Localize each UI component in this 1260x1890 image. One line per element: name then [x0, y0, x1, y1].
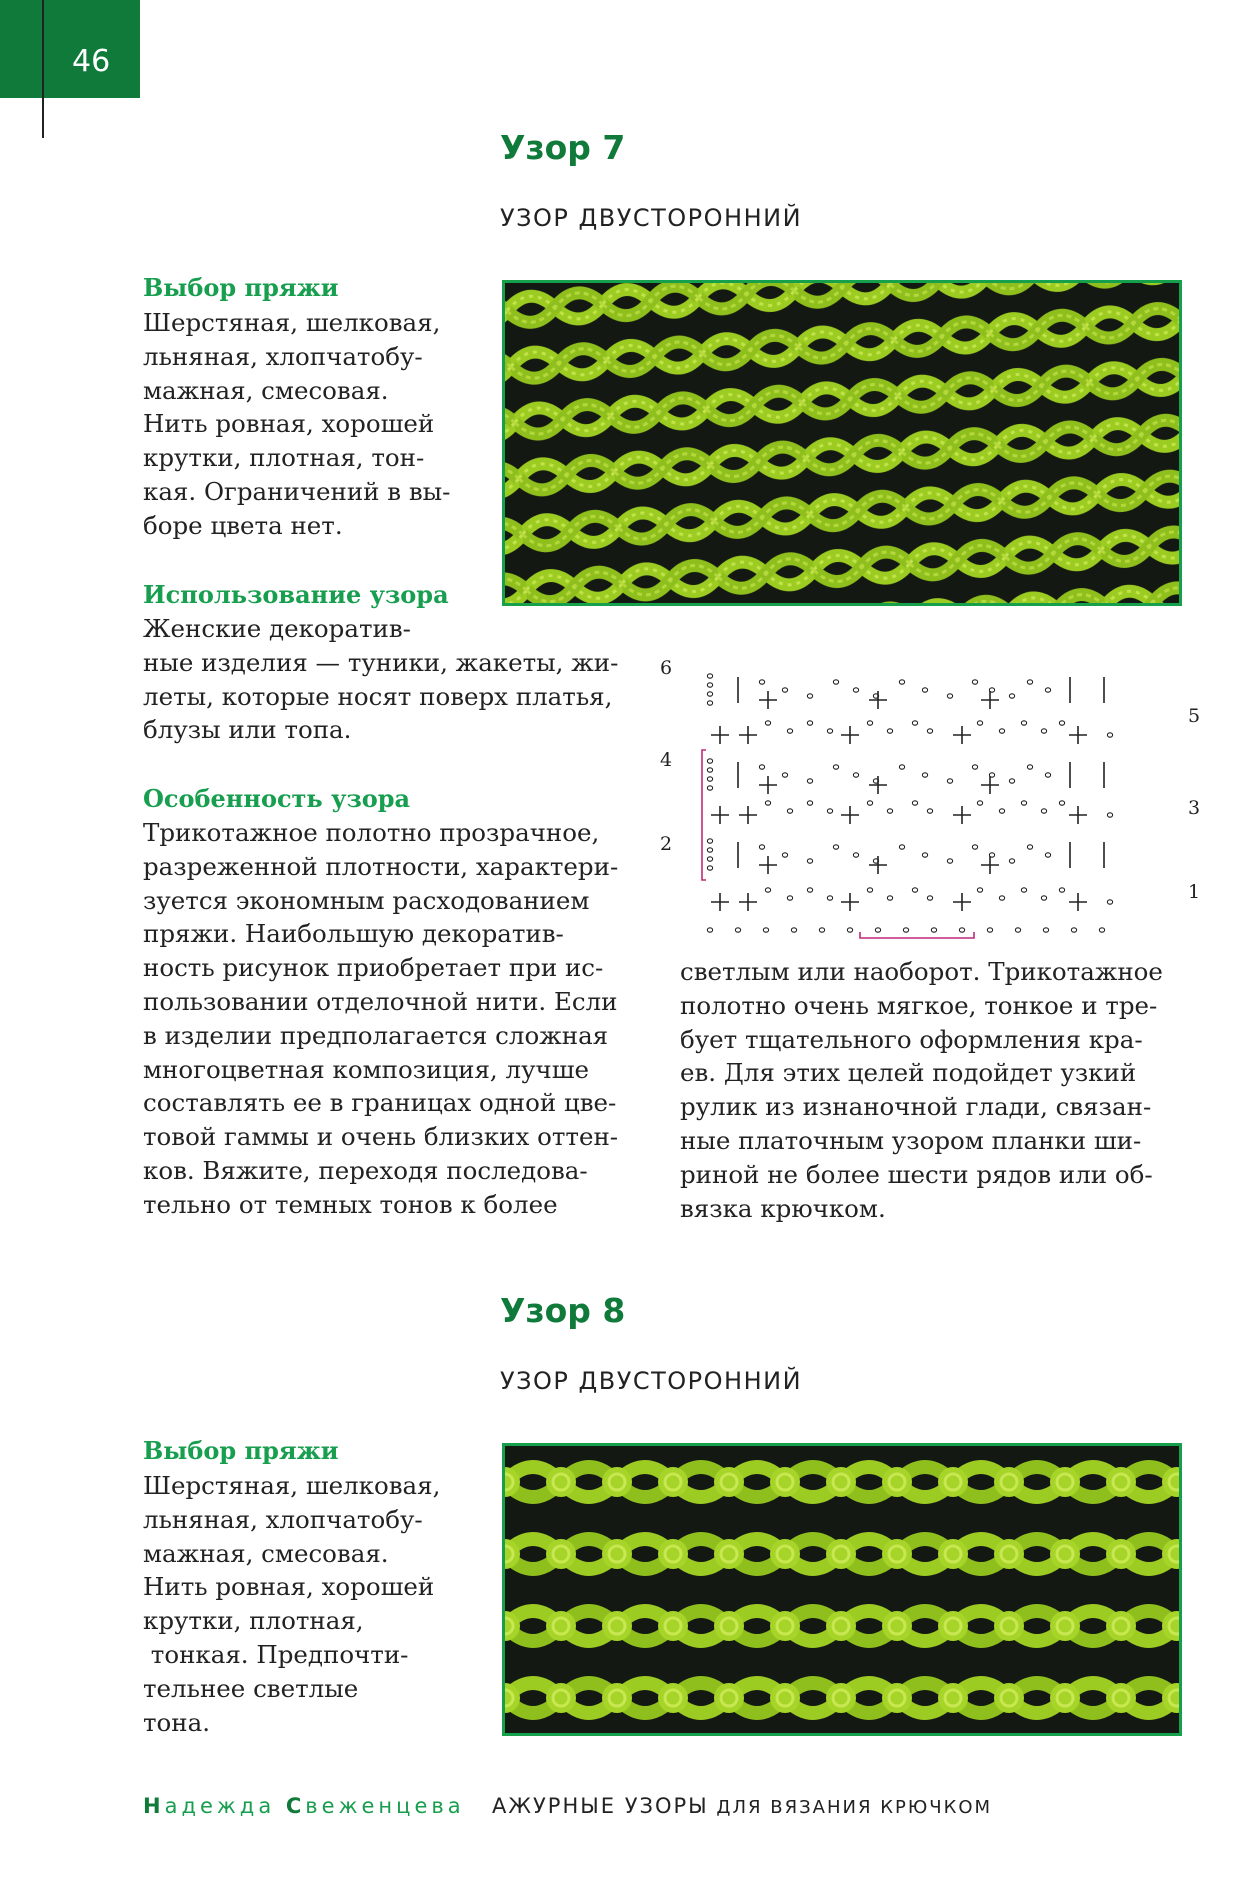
chain-stitch-symbol — [1059, 888, 1064, 892]
chain-stitch-symbol — [791, 928, 796, 932]
chain-stitch-symbol — [931, 928, 936, 932]
repeat-bracket — [702, 750, 706, 880]
chart-row-label: 5 — [1188, 705, 1201, 727]
pattern7-subtitle: УЗОР ДВУСТОРОННИЙ — [500, 204, 803, 232]
sc-stitch-symbol — [1069, 806, 1087, 824]
chain-stitch-symbol — [833, 845, 838, 849]
chain-stitch-symbol — [707, 768, 712, 772]
crochet-chart — [650, 640, 1210, 940]
chain-stitch-symbol — [707, 674, 712, 678]
page-tab — [0, 0, 140, 98]
page-number: 46 — [72, 44, 111, 79]
sc-stitch-symbol — [981, 691, 999, 709]
chain-stitch-symbol — [1107, 813, 1112, 817]
chain-stitch-symbol — [1107, 733, 1112, 737]
chain-stitch-symbol — [1041, 896, 1046, 900]
sc-stitch-symbol — [981, 776, 999, 794]
chain-stitch-symbol — [887, 809, 892, 813]
chain-stitch-symbol — [899, 680, 904, 684]
chain-stitch-symbol — [782, 688, 787, 692]
pattern7-title: Узор 7 — [500, 128, 626, 167]
chain-stitch-symbol — [707, 839, 712, 843]
chain-stitch-symbol — [847, 928, 852, 932]
chain-stitch-symbol — [853, 688, 858, 692]
chain-stitch-symbol — [807, 779, 812, 783]
chain-stitch-symbol — [763, 928, 768, 932]
chain-stitch-symbol — [1009, 694, 1014, 698]
pattern7-usage-heading: Использование узора — [143, 580, 449, 609]
chain-stitch-symbol — [912, 888, 917, 892]
chain-stitch-symbol — [1027, 680, 1032, 684]
chain-stitch-symbol — [947, 859, 952, 863]
pattern8-photo — [502, 1443, 1182, 1736]
chain-stitch-symbol — [1021, 801, 1026, 805]
chain-stitch-symbol — [867, 801, 872, 805]
chain-stitch-symbol — [1045, 853, 1050, 857]
sc-stitch-symbol — [711, 726, 729, 744]
chain-stitch-symbol — [1041, 729, 1046, 733]
chain-stitch-symbol — [1021, 888, 1026, 892]
crochet-chart-symbols — [650, 640, 1210, 940]
chain-stitch-symbol — [707, 683, 712, 687]
chain-stitch-symbol — [765, 888, 770, 892]
chain-stitch-symbol — [922, 688, 927, 692]
chain-stitch-symbol — [765, 801, 770, 805]
chain-stitch-symbol — [1009, 859, 1014, 863]
chain-stitch-symbol — [827, 896, 832, 900]
chain-stitch-symbol — [759, 845, 764, 849]
chain-stitch-symbol — [1021, 721, 1026, 725]
chain-stitch-symbol — [1045, 773, 1050, 777]
pattern8-photo-image — [505, 1446, 1179, 1733]
chain-stitch-symbol — [759, 680, 764, 684]
pattern7-usage-text: Женские декоратив- ные изделия — туники, жакеты, жи- леты, которые носят поверх платья, блузы или топа. — [143, 614, 619, 745]
chain-stitch-symbol — [807, 721, 812, 725]
chain-stitch-symbol — [827, 729, 832, 733]
chain-stitch-symbol — [927, 809, 932, 813]
chain-stitch-symbol — [707, 759, 712, 763]
chain-stitch-symbol — [899, 845, 904, 849]
chain-stitch-symbol — [1027, 845, 1032, 849]
footer-book-main: АЖУРНЫЕ УЗОРЫ — [492, 1794, 709, 1818]
repeat-bracket — [860, 932, 974, 938]
chain-stitch-symbol — [867, 888, 872, 892]
chain-stitch-symbol — [787, 896, 792, 900]
chart-row-label: 6 — [660, 657, 673, 679]
chain-stitch-symbol — [887, 896, 892, 900]
chain-stitch-symbol — [782, 773, 787, 777]
sc-stitch-symbol — [739, 806, 757, 824]
chain-stitch-symbol — [947, 779, 952, 783]
chain-stitch-symbol — [707, 928, 712, 932]
chain-stitch-symbol — [707, 786, 712, 790]
sc-stitch-symbol — [739, 726, 757, 744]
chain-stitch-symbol — [922, 853, 927, 857]
chain-stitch-symbol — [972, 765, 977, 769]
chain-stitch-symbol — [899, 765, 904, 769]
chain-stitch-symbol — [833, 680, 838, 684]
pattern7-feature-text-left: Трикотажное полотно прозрачное, разреженной плотности, характери- зуется экономным расходованием пряжи. Наибольшую декоратив- ность рисунок приобретает при ис- пользовании отделочной нити. Если в изделии предполагается сложная многоцветная композиция, лучше составлять ее в границах одной цве- товой гаммы и очень близких оттен- ков. Вяжите, переходя последова- тельно от темных тонов к более — [143, 818, 619, 1219]
pattern7-feature-heading: Особенность узора — [143, 784, 411, 813]
sc-stitch-symbol — [869, 691, 887, 709]
pattern8-yarn-heading: Выбор пряжи — [143, 1436, 339, 1465]
page-tab-rule — [42, 0, 44, 138]
chain-stitch-symbol — [707, 777, 712, 781]
chain-stitch-symbol — [807, 888, 812, 892]
sc-stitch-symbol — [759, 691, 777, 709]
footer-book-rest: ДЛЯ ВЯЗАНИЯ КРЮЧКОМ — [708, 1797, 993, 1818]
chain-stitch-symbol — [922, 773, 927, 777]
chain-stitch-symbol — [833, 765, 838, 769]
chain-stitch-symbol — [1045, 688, 1050, 692]
chain-stitch-symbol — [887, 729, 892, 733]
sc-stitch-symbol — [739, 893, 757, 911]
chain-stitch-symbol — [853, 773, 858, 777]
chain-stitch-symbol — [807, 694, 812, 698]
sc-stitch-symbol — [981, 856, 999, 874]
sc-stitch-symbol — [953, 893, 971, 911]
sc-stitch-symbol — [711, 806, 729, 824]
chain-stitch-symbol — [947, 694, 952, 698]
footer-book-title — [492, 1794, 992, 1818]
chain-stitch-symbol — [1009, 779, 1014, 783]
chain-stitch-symbol — [735, 928, 740, 932]
chain-stitch-symbol — [787, 729, 792, 733]
chain-stitch-symbol — [707, 692, 712, 696]
chain-stitch-symbol — [927, 729, 932, 733]
chain-stitch-symbol — [1043, 928, 1048, 932]
chain-stitch-symbol — [867, 721, 872, 725]
chain-stitch-symbol — [959, 928, 964, 932]
footer-author — [143, 1794, 465, 1818]
sc-stitch-symbol — [711, 893, 729, 911]
sc-stitch-symbol — [759, 776, 777, 794]
chart-row-label: 1 — [1188, 881, 1201, 903]
chain-stitch-symbol — [972, 680, 977, 684]
sc-stitch-symbol — [869, 776, 887, 794]
chain-stitch-symbol — [977, 721, 982, 725]
chain-stitch-symbol — [875, 928, 880, 932]
chain-stitch-symbol — [1015, 928, 1020, 932]
pattern8-subtitle: УЗОР ДВУСТОРОННИЙ — [500, 1367, 803, 1395]
sc-stitch-symbol — [841, 726, 859, 744]
pattern8-title: Узор 8 — [500, 1291, 626, 1330]
chain-stitch-symbol — [782, 853, 787, 857]
pattern7-photo — [502, 280, 1182, 606]
chain-stitch-symbol — [912, 801, 917, 805]
chain-stitch-symbol — [977, 801, 982, 805]
sc-stitch-symbol — [759, 856, 777, 874]
footer-author-last: веженцева — [305, 1794, 465, 1818]
chain-stitch-symbol — [1059, 721, 1064, 725]
footer-author-initial: С — [285, 1794, 306, 1818]
sc-stitch-symbol — [953, 806, 971, 824]
footer-author-first: адежда — [164, 1794, 286, 1818]
chain-stitch-symbol — [759, 765, 764, 769]
pattern7-feature-text-right: светлым или наоборот. Трикотажное полотно очень мягкое, тонкое и тре- бует тщательного оформления кра- ев. Для этих целей подойдет узкий рулик из изнаночной глади, связан- ные платочным узором планки ши- риной не более шести рядов или об- вязка крючком. — [680, 957, 1163, 1223]
chain-stitch-symbol — [1107, 900, 1112, 904]
chain-stitch-symbol — [977, 888, 982, 892]
pattern7-photo-image — [505, 283, 1179, 603]
chain-stitch-symbol — [765, 721, 770, 725]
sc-stitch-symbol — [1069, 893, 1087, 911]
chain-stitch-symbol — [927, 896, 932, 900]
sc-stitch-symbol — [953, 726, 971, 744]
chain-stitch-symbol — [912, 721, 917, 725]
chart-row-label: 3 — [1188, 797, 1201, 819]
chain-stitch-symbol — [819, 928, 824, 932]
pattern7-yarn-text: Шерстяная, шелковая, льняная, хлопчатобу- мажная, смесовая. Нить ровная, хорошей крутки, плотная, тон- кая. Ограничений в вы- боре цвета нет. — [143, 308, 451, 540]
pattern7-yarn-heading: Выбор пряжи — [143, 273, 339, 302]
chain-stitch-symbol — [999, 896, 1004, 900]
chain-stitch-symbol — [903, 928, 908, 932]
chart-row-label: 4 — [660, 749, 673, 771]
chain-stitch-symbol — [707, 701, 712, 705]
chain-stitch-symbol — [707, 857, 712, 861]
chain-stitch-symbol — [827, 809, 832, 813]
footer-author-initial: Н — [143, 1794, 165, 1818]
chain-stitch-symbol — [972, 845, 977, 849]
sc-stitch-symbol — [841, 893, 859, 911]
chain-stitch-symbol — [1099, 928, 1104, 932]
chain-stitch-symbol — [987, 928, 992, 932]
chain-stitch-symbol — [1041, 809, 1046, 813]
chain-stitch-symbol — [807, 859, 812, 863]
chain-stitch-symbol — [707, 848, 712, 852]
chain-stitch-symbol — [999, 809, 1004, 813]
chart-row-label: 2 — [660, 833, 673, 855]
chain-stitch-symbol — [1059, 801, 1064, 805]
chain-stitch-symbol — [1027, 765, 1032, 769]
chain-stitch-symbol — [807, 801, 812, 805]
sc-stitch-symbol — [841, 806, 859, 824]
sc-stitch-symbol — [869, 856, 887, 874]
chain-stitch-symbol — [707, 866, 712, 870]
pattern8-yarn-text: Шерстяная, шелковая, льняная, хлопчатобу- мажная, смесовая. Нить ровная, хорошей крутки, плотная, тонкая. Предпочти- тельнее светлые тона. — [143, 1471, 441, 1737]
chain-stitch-symbol — [1071, 928, 1076, 932]
sc-stitch-symbol — [1069, 726, 1087, 744]
chain-stitch-symbol — [787, 809, 792, 813]
chain-stitch-symbol — [853, 853, 858, 857]
chain-stitch-symbol — [999, 729, 1004, 733]
